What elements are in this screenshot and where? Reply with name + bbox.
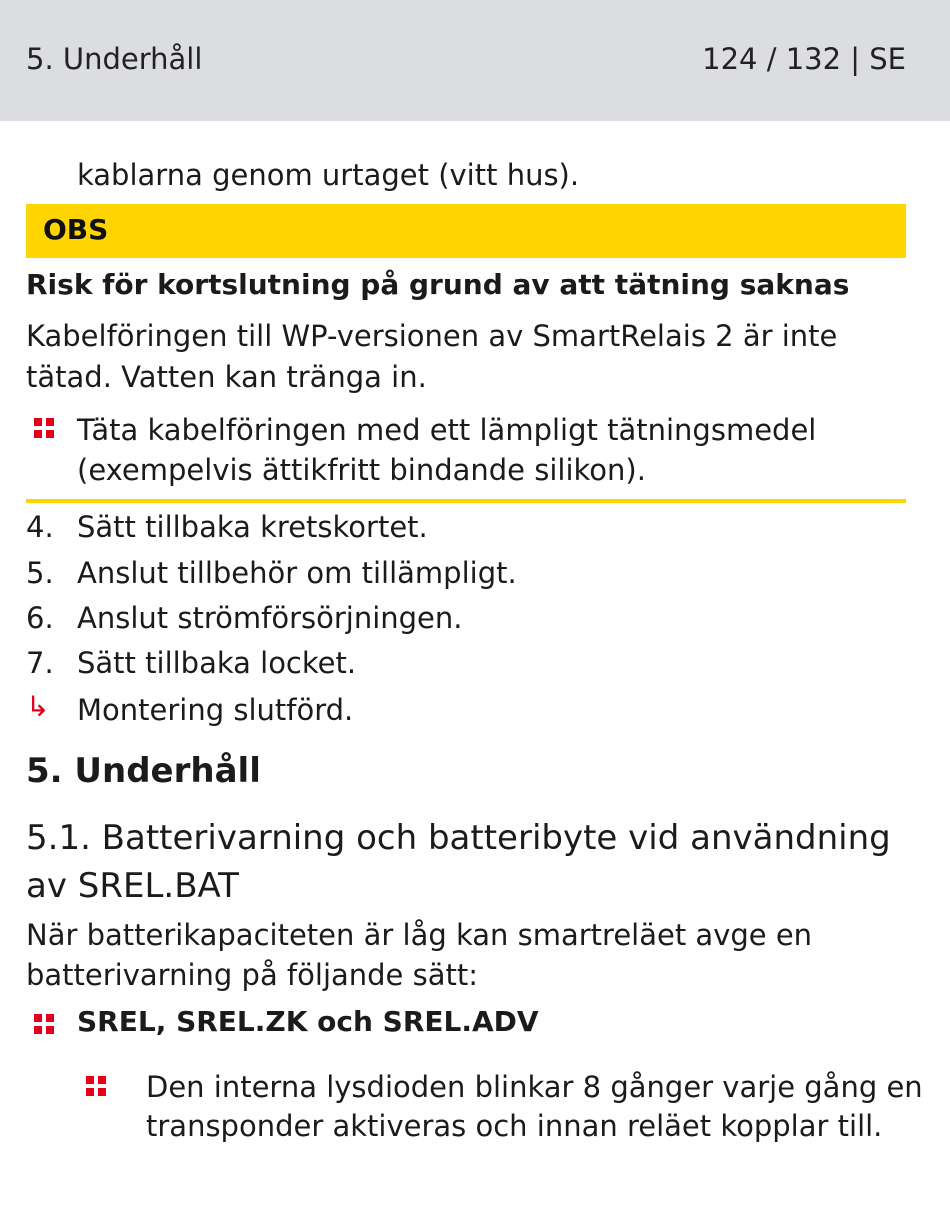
page-header xyxy=(0,0,950,121)
notice-action-line1: Täta kabelföringen med ett lämpligt tätningsmedel xyxy=(77,413,817,447)
step-text: Anslut tillbehör om tillämpligt. xyxy=(77,556,517,590)
step-number: 5. xyxy=(26,556,54,590)
notice-title: Risk för kortslutning på grund av att tätning saknas xyxy=(26,268,850,301)
subsection-heading-line2: av SREL.BAT xyxy=(26,866,239,906)
bullet-icon xyxy=(86,1076,106,1096)
result-arrow-icon: ↳ xyxy=(26,690,50,723)
step-text: Anslut strömförsörjningen. xyxy=(77,601,463,635)
step-number: 4. xyxy=(26,510,54,544)
bullet-icon xyxy=(34,1014,54,1034)
section-heading: 5. Underhåll xyxy=(26,751,261,791)
subitem-line2: transponder aktiveras och innan reläet kopplar till. xyxy=(146,1109,883,1143)
notice-banner xyxy=(26,204,906,258)
subsection-heading-line1: 5.1. Batterivarning och batteribyte vid användning xyxy=(26,818,891,858)
notice-divider xyxy=(26,499,906,503)
notice-text-line1: Kabelföringen till WP-versionen av SmartRelais 2 är inte xyxy=(26,319,838,353)
header-section-title: 5. Underhåll xyxy=(26,42,203,76)
intro-line1: När batterikapaciteten är låg kan smartreläet avge en xyxy=(26,918,813,952)
header-page-info: 124 / 132 | SE xyxy=(702,42,906,76)
step-text: Sätt tillbaka locket. xyxy=(77,646,357,680)
notice-label: OBS xyxy=(43,213,109,246)
step-number: 6. xyxy=(26,601,54,635)
bullet-icon xyxy=(34,418,54,438)
intro-line2: batterivarning på följande sätt: xyxy=(26,958,479,992)
step-text: Sätt tillbaka kretskortet. xyxy=(77,510,428,544)
notice-action-line2: (exempelvis ättikfritt bindande silikon). xyxy=(77,453,646,487)
notice-text-line2: tätad. Vatten kan tränga in. xyxy=(26,360,427,394)
result-text: Montering slutförd. xyxy=(77,693,354,727)
subitem-line1: Den interna lysdioden blinkar 8 gånger varje gång en xyxy=(146,1070,923,1104)
list-item-title: SREL, SREL.ZK och SREL.ADV xyxy=(77,1005,539,1038)
step-number: 7. xyxy=(26,646,54,680)
continuation-text: kablarna genom urtaget (vitt hus). xyxy=(77,158,580,192)
